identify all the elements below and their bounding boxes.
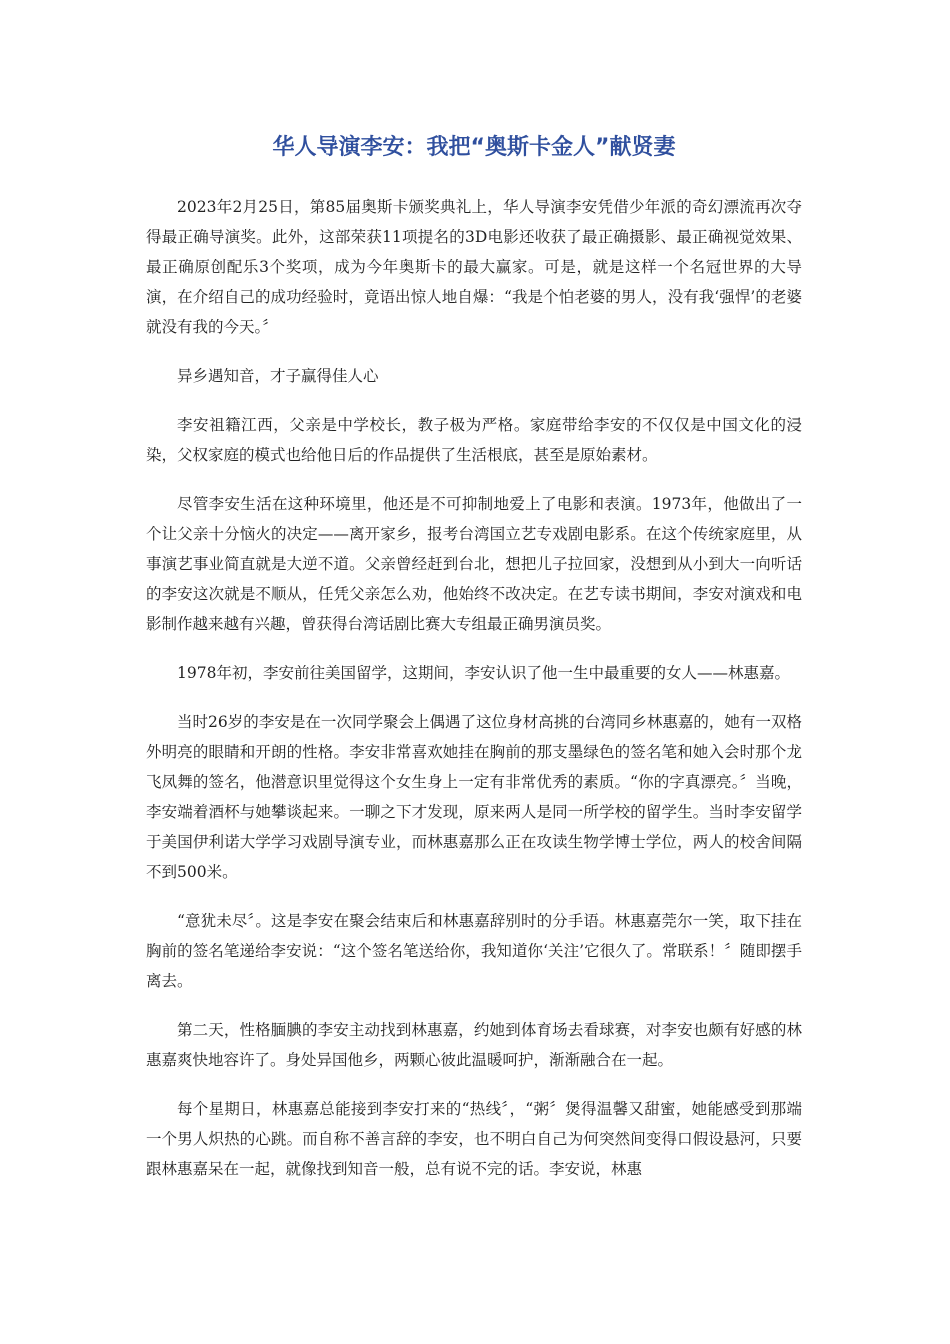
section-heading: 异乡遇知音，才子赢得佳人心 — [177, 367, 379, 385]
article — [146, 130, 802, 1203]
paragraph-6: “意犹未尽〞。这是李安在聚会结束后和林惠嘉辞别时的分手语。林惠嘉莞尔一笑，取下挂在胸前的签名笔递给李安说：“这个签名笔送给你，我知道你‘关注’它很久了。常联系！〞随即摆手离去。 — [146, 912, 802, 990]
paragraph-3: 尽管李安生活在这种环境里，他还是不可抑制地爱上了电影和表演。1973年，他做出了一个让父亲十分恼火的决定——离开家乡，报考台湾国立艺专戏剧电影系。在这个传统家庭里，从事演艺事业简直就是大逆不道。父亲曾经赶到台北，想把儿子拉回家，没想到从小到大一向听话的李安这次就是不顺从，任凭父亲怎么劝，他始终不改决定。在艺专读书期间，李安对演戏和电影制作越来越有兴趣，曾获得台湾话剧比赛大专组最正确男演员奖。 — [146, 495, 802, 633]
paragraph-4: 1978年初，李安前往美国留学，这期间，李安认识了他一生中最重要的女人——林惠嘉。 — [177, 664, 790, 682]
paragraph-5: 当时26岁的李安是在一次同学聚会上偶遇了这位身材高挑的台湾同乡林惠嘉的，她有一双格外明亮的眼睛和开朗的性格。李安非常喜欢她挂在胸前的那支墨绿色的签名笔和她入会时那个龙飞凤舞的签名，他潜意识里觉得这个女生身上一定有非常优秀的素质。“你的字真漂亮。〞当晚，李安端着酒杯与她攀谈起来。一聊之下才发现，原来两人是同一所学校的留学生。当时李安留学于美国伊利诺大学学习戏剧导演专业，而林惠嘉那么正在攻读生物学博士学位，两人的校舍间隔不到500米。 — [146, 713, 802, 881]
paragraph-7: 第二天，性格腼腆的李安主动找到林惠嘉，约她到体育场去看球赛，对李安也颇有好感的林惠嘉爽快地容许了。身处异国他乡，两颗心彼此温暖呵护，渐渐融合在一起。 — [146, 1021, 802, 1069]
article-title: 华人导演李安：我把“奥斯卡金人”献贤妻 — [272, 135, 676, 160]
paragraph-8: 每个星期日，林惠嘉总能接到李安打来的“热线〞，“粥〞煲得温馨又甜蜜，她能感受到那端一个男人炽热的心跳。而自称不善言辞的李安，也不明白自己为何突然间变得口假设悬河，只要跟林惠嘉呆在一起，就像找到知音一般，总有说不完的话。李安说，林惠 — [146, 1100, 802, 1178]
paragraph-2: 李安祖籍江西，父亲是中学校长，教子极为严格。家庭带给李安的不仅仅是中国文化的浸染，父权家庭的模式也给他日后的作品提供了生活根底，甚至是原始素材。 — [146, 416, 802, 464]
paragraph-1: 2023年2月25日，第85届奥斯卡颁奖典礼上，华人导演李安凭借少年派的奇幻漂流再次夺得最正确导演奖。此外，这部荣获11项提名的3D电影还收获了最正确摄影、最正确视觉效果、最正确原创配乐3个奖项，成为今年奥斯卡的最大赢家。可是，就是这样一个名冠世界的大导演，在介绍自己的成功经验时，竟语出惊人地自爆：“我是个怕老婆的男人，没有我‘强悍’的老婆就没有我的今天。〞 — [146, 198, 802, 336]
